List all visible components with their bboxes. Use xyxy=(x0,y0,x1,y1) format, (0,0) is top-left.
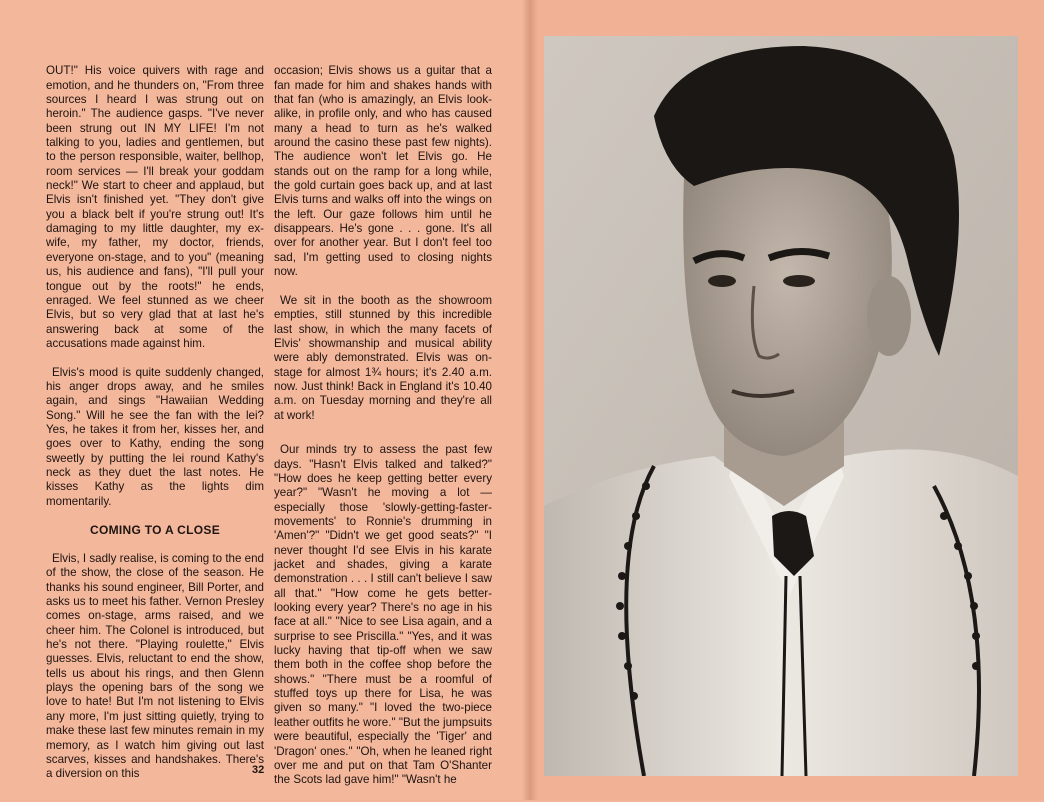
portrait-photo-icon xyxy=(544,36,1018,776)
article-paragraph: We sit in the booth as the showroom empties, still stunned by this incredible last show, in which the many facets of Elvis' showmanship and musical ability were ably demonstrated. Elvis was on-stage for almost 1¾ hours; it's 2.40 a.m. now. Just think! Back in England it's 10.40 a.m. on Tuesday morning and they're all at work! xyxy=(274,293,492,422)
article-column-1 xyxy=(46,50,264,796)
article-paragraph: Our minds try to assess the past few days. "Hasn't Elvis talked and talked?" "How does he keep getting better every year?" "Wasn't he moving a lot — especially those 'slowly-getting-faster-movements' to Ronnie's drumming in 'Amen'?" "Didn't we get good seats?" "I never thought I'd see Elvis in his karate jacket and shades, giving a karate demonstration . . . I still can't believe I saw all that." "How come he gets better-looking every year? There's no age in his face at all." "Nice to see Lisa again, and a surprise to see Priscilla." "Yes, and it was lucky having that tip-off when we saw them both in the coffee shop before the shows." "There must be a roomful of stuffed toys up there for Lisa, he was given so many." "I loved the two-piece leather outfits he wore." "But the jumpsuits were beautiful, especially the 'Tiger' and 'Dragon' ones." "Oh, when he leaned right over me and put on that Tam O'Shanter the Scots lad gave him!" "Wasn't he xyxy=(274,443,492,787)
page-gutter xyxy=(522,0,538,800)
article-paragraph: occasion; Elvis shows us a guitar that a fan made for him and shakes hands with that fan (who is amazingly, an Elvis look-alike, in profile only, and who has caused many a head to turn as he's walked around the casino these past few nights). The audience won't let Elvis go. He stands out on the ramp for a long while, the gold curtain goes back up, and at last Elvis turns and walks off into the wings on the left. Our gaze follows him until he disappears. He's gone . . . gone. It's all over for another year. But I don't feel too sad, I'm getting used to closing nights now. xyxy=(274,64,492,279)
portrait-photo xyxy=(544,36,1018,776)
article-subheading: COMING TO A CLOSE xyxy=(90,523,220,538)
article-paragraph: OUT!" His voice quivers with rage and emotion, and he thunders on, "From three sources I heard I was strung out on heroin." The audience gasps. "I've never been strung out IN MY LIFE! I'm not talking to you, ladies and gentlemen, but to the person responsible, waiter, bellhop, room services — I'll break your goddam neck!" We start to cheer and applaud, but Elvis isn't finished yet. "They don't give you a black belt if you're strung out! It's damaging to my little daughter, my ex-wife, my father, my doctor, friends, everyone on-stage, and to you" (meaning us, his audience and fans), "I'll pull your tongue out by the roots!" he ends, enraged. We feel stunned as we cheer Elvis, but so very glad that at last he's answering back at some of the accusations made against him. xyxy=(46,64,264,350)
article-paragraph: Elvis's mood is quite suddenly changed, his anger drops away, and he smiles again, and sings "Hawaiian Wedding Song." Will he see the fan with the lei? Yes, he takes it from her, kisses her, and goes over to Kathy, ending the song sweetly by putting the lei round Kathy's neck as they duet the last notes. He kisses Kathy as the lights dim momentarily. xyxy=(46,365,264,508)
page-number: 32 xyxy=(252,764,265,776)
article-paragraph: Elvis, I sadly realise, is coming to the end of the show, the close of the season. He thanks his sound engineer, Bill Porter, and asks us to meet his father. Vernon Presley comes on-stage, arms raised, and we cheer him. The Colonel is introduced, but he's not there. "Playing roulette," Elvis guesses. Elvis, reluctant to end the show, tells us about his rings, and then Glenn plays the opening bars of the song we love to hate! But I'm not listening to Elvis any more, I'm just sitting quietly, trying to make these last few minutes remain in my memory, as I watch him giving out last scarves, kisses and handshakes. There's a diversion on this xyxy=(46,552,265,781)
article-column-2 xyxy=(274,50,492,802)
